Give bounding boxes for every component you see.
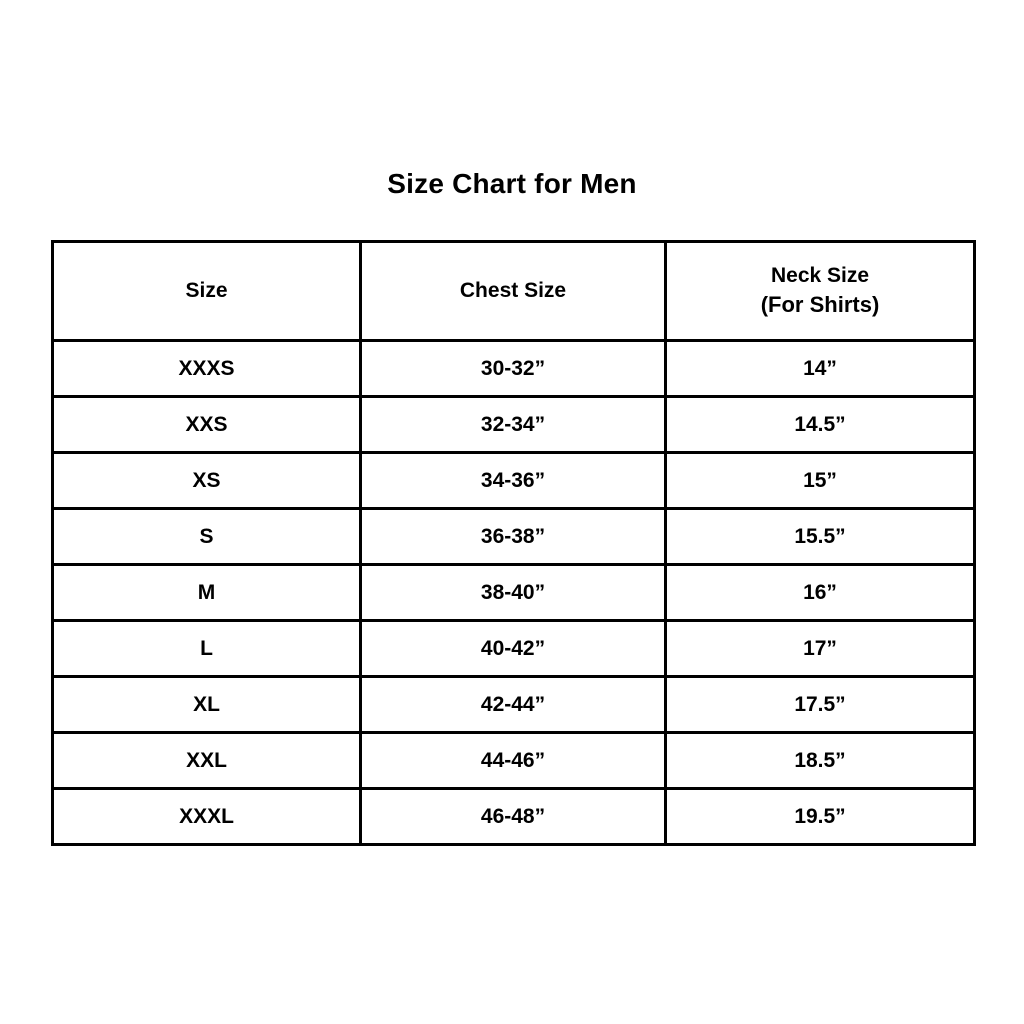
cell-neck: 17”: [666, 621, 975, 677]
table-row: [53, 621, 975, 677]
cell-chest: 30-32”: [361, 341, 666, 397]
cell-chest: 42-44”: [361, 677, 666, 733]
column-header-chest-size-label: Chest Size: [459, 278, 567, 302]
cell-neck: 17.5”: [666, 677, 975, 733]
column-header-neck-size-sublabel: (For Shirts): [760, 292, 880, 318]
cell-chest: 38-40”: [361, 565, 666, 621]
table-row: [53, 565, 975, 621]
cell-size: XS: [53, 453, 361, 509]
cell-chest: 46-48”: [361, 789, 666, 845]
cell-size: S: [53, 509, 361, 565]
table-row: [53, 789, 975, 845]
table-header: [53, 242, 975, 341]
cell-chest: 40-42”: [361, 621, 666, 677]
table-row: [53, 453, 975, 509]
column-header-size-label: Size: [185, 278, 228, 302]
table-row: [53, 733, 975, 789]
column-header-neck-size-label: Neck Size: [770, 263, 870, 287]
cell-size: L: [53, 621, 361, 677]
table-header-row: [53, 242, 975, 341]
cell-chest: 44-46”: [361, 733, 666, 789]
cell-size: XXS: [53, 397, 361, 453]
column-header-chest-size: [361, 242, 666, 341]
page-title: Size Chart for Men: [387, 168, 637, 199]
table-row: [53, 397, 975, 453]
size-chart-table: [51, 240, 976, 846]
cell-neck: 18.5”: [666, 733, 975, 789]
cell-size: M: [53, 565, 361, 621]
table-row: [53, 341, 975, 397]
cell-neck: 14”: [666, 341, 975, 397]
cell-size: XXXL: [53, 789, 361, 845]
cell-size: XL: [53, 677, 361, 733]
cell-chest: 32-34”: [361, 397, 666, 453]
cell-size: XXXS: [53, 341, 361, 397]
table-row: [53, 677, 975, 733]
cell-neck: 14.5”: [666, 397, 975, 453]
cell-chest: 34-36”: [361, 453, 666, 509]
cell-size: XXL: [53, 733, 361, 789]
size-chart-table-wrapper: [51, 240, 973, 846]
cell-neck: 15.5”: [666, 509, 975, 565]
table-body: [53, 341, 975, 845]
cell-neck: 16”: [666, 565, 975, 621]
column-header-neck-size: [666, 242, 975, 341]
cell-neck: 19.5”: [666, 789, 975, 845]
table-row: [53, 509, 975, 565]
cell-neck: 15”: [666, 453, 975, 509]
column-header-size: [53, 242, 361, 341]
cell-chest: 36-38”: [361, 509, 666, 565]
